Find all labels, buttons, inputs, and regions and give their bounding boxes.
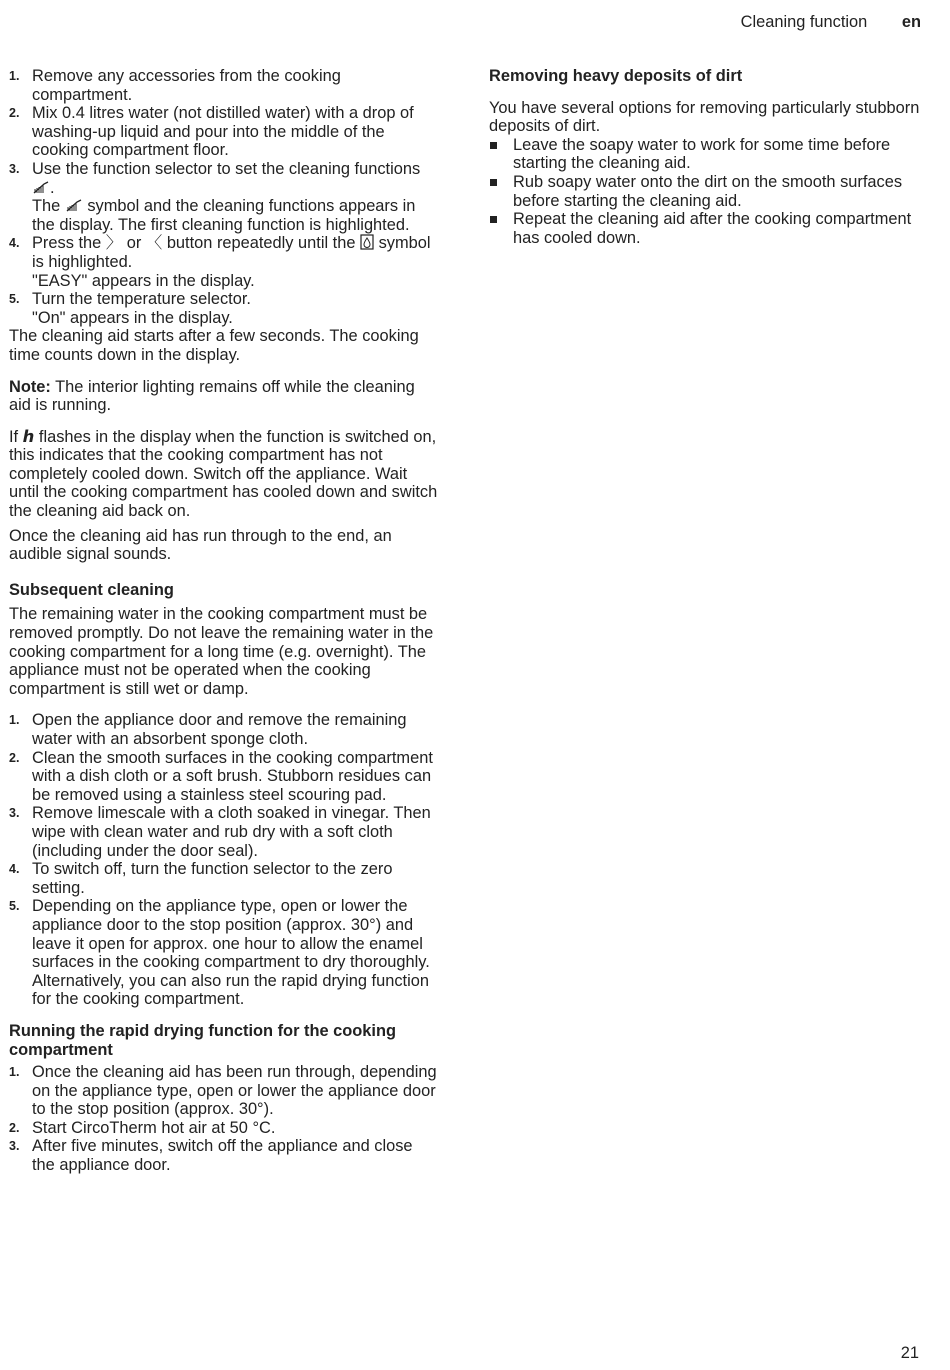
next-arrow-icon: 〉 [105, 234, 123, 253]
right-column [489, 67, 921, 247]
list-item [489, 136, 921, 173]
subsequent-steps-list [9, 711, 439, 1009]
step-number: 3. [9, 1139, 20, 1154]
list-item [9, 804, 439, 860]
cleaning-brush-icon [65, 199, 83, 213]
step-text: . [50, 178, 55, 197]
paragraph [9, 428, 439, 521]
step-text: To switch off, turn the function selector to the zero setting. [32, 860, 393, 897]
bullet-square-icon [490, 179, 497, 186]
step-number: 3. [9, 806, 20, 821]
list-item [9, 1119, 439, 1138]
step-text: button repeatedly until the [162, 234, 361, 253]
step-text: "EASY" appears in the display. [32, 271, 255, 290]
step-number: 3. [9, 161, 20, 176]
list-item [9, 1137, 439, 1174]
list-item [9, 1063, 439, 1119]
step-number: 1. [9, 1065, 20, 1080]
step-text: After five minutes, switch off the appliance and close the appliance door. [32, 1137, 413, 1175]
page-header [741, 13, 921, 32]
step-number: 2. [9, 106, 20, 121]
step-number: 5. [9, 292, 20, 307]
list-item [9, 897, 439, 1009]
list-item [9, 234, 439, 290]
bullet-square-icon [490, 216, 497, 223]
section-heading: Removing heavy deposits of dirt [489, 67, 743, 85]
list-item [9, 860, 439, 897]
step-number: 1. [9, 69, 20, 83]
bullet-square-icon [490, 142, 497, 149]
easy-clean-drop-icon [360, 234, 374, 250]
step-text: Remove any accessories from the cooking compartment. [32, 67, 341, 104]
language-code: en [901, 13, 921, 31]
step-text: Use the function selector to set the cleaning functions [32, 159, 421, 178]
cleaning-brush-icon [32, 181, 50, 195]
list-item [9, 749, 439, 805]
residual-heat-icon: ℎ [22, 427, 35, 446]
step-text: Remove limescale with a cloth soaked in vinegar. Then wipe with clean water and rub dry with a soft cloth (including under the door seal). [32, 804, 431, 860]
note-text: The interior lighting remains off while the cleaning aid is running. [9, 377, 415, 415]
step-text: symbol is highlighted. [32, 234, 431, 271]
bullet-text: Repeat the cleaning aid after the cooking compartment has cooled down. [513, 210, 912, 247]
note-label: Note: [9, 377, 51, 396]
step-number: 2. [9, 750, 20, 765]
note-paragraph [9, 378, 439, 415]
list-item [9, 160, 439, 234]
step-text: Turn the temperature selector. [32, 290, 251, 309]
section-heading: Running the rapid drying function for the cooking compartment [9, 1021, 396, 1059]
list-item [9, 67, 439, 104]
page-number: 21 [900, 1344, 919, 1363]
paragraph: The cleaning aid starts after a few seconds. The cooking time counts down in the display. [9, 327, 419, 364]
step-text: Clean the smooth surfaces in the cooking compartment with a dish cloth or a soft brush. Stubborn residues can be removed using a stainless steel scouring pad. [32, 748, 433, 804]
section-heading: Subsequent cleaning [9, 580, 174, 599]
section-title: Cleaning function [740, 13, 868, 31]
list-item [9, 711, 439, 748]
step-number: 5. [9, 899, 20, 914]
step-text: Press the [32, 234, 106, 253]
rapid-drying-steps-list [9, 1063, 439, 1175]
step-text: "On" appears in the display. [32, 308, 233, 327]
prev-arrow-icon: 〈 [145, 234, 163, 253]
step-number: 4. [9, 236, 20, 251]
tips-list [489, 136, 921, 248]
step-text: or [122, 234, 146, 253]
bullet-text: Leave the soapy water to work for some time before starting the cleaning aid. [513, 135, 891, 173]
list-item [489, 210, 921, 247]
step-number: 1. [9, 713, 20, 728]
list-item [9, 290, 439, 327]
list-item [489, 173, 921, 210]
step-text: symbol and the cleaning functions appears in the display. The first cleaning function is highlighted. [32, 197, 416, 234]
paragraph: Once the cleaning aid has run through to the end, an audible signal sounds. [9, 526, 392, 564]
paragraph: The remaining water in the cooking compartment must be removed promptly. Do not leave the remaining water in the cooking compartment for a long time (e.g. overnight). The appliance must not be operated when the cooking compartment is still wet or damp. [9, 605, 434, 698]
step-number: 4. [9, 862, 20, 877]
step-text: Open the appliance door and remove the remaining water with an absorbent sponge cloth. [32, 711, 407, 748]
step-text: Mix 0.4 litres water (not distilled water) with a drop of washing-up liquid and pour into the middle of the cooking compartment floor. [32, 104, 414, 160]
bullet-text: Rub soapy water onto the dirt on the smooth surfaces before starting the cleaning aid. [513, 172, 903, 210]
step-text: The [32, 197, 65, 216]
step-text: Start CircoTherm hot air at 50 °C. [32, 1118, 276, 1137]
list-item [9, 104, 439, 160]
cleaning-steps-list [9, 67, 439, 327]
step-number: 2. [9, 1120, 20, 1135]
paragraph-text: flashes in the display when the function is switched on, this indicates that the cooking compartment has not completely cooled down. Switch off the appliance. Wait until the cooking compartment has cooled down and switch the cleaning aid back on. [9, 427, 438, 521]
left-column [9, 67, 439, 1175]
paragraph: You have several options for removing particularly stubborn deposits of dirt. [489, 98, 920, 136]
paragraph-text: If [9, 427, 23, 446]
step-text: Depending on the appliance type, open or lower the appliance door to the stop position (approx. 30°) and leave it open for approx. one hour to allow the enamel surfaces in the cooking compartment to dry thoroughly. Alternatively, you can also run the rapid drying function for the cooking compartment. [32, 897, 430, 1009]
step-text: Once the cleaning aid has been run through, depending on the appliance type, open or lower the appliance door to the stop position (approx. 30°). [32, 1063, 437, 1119]
